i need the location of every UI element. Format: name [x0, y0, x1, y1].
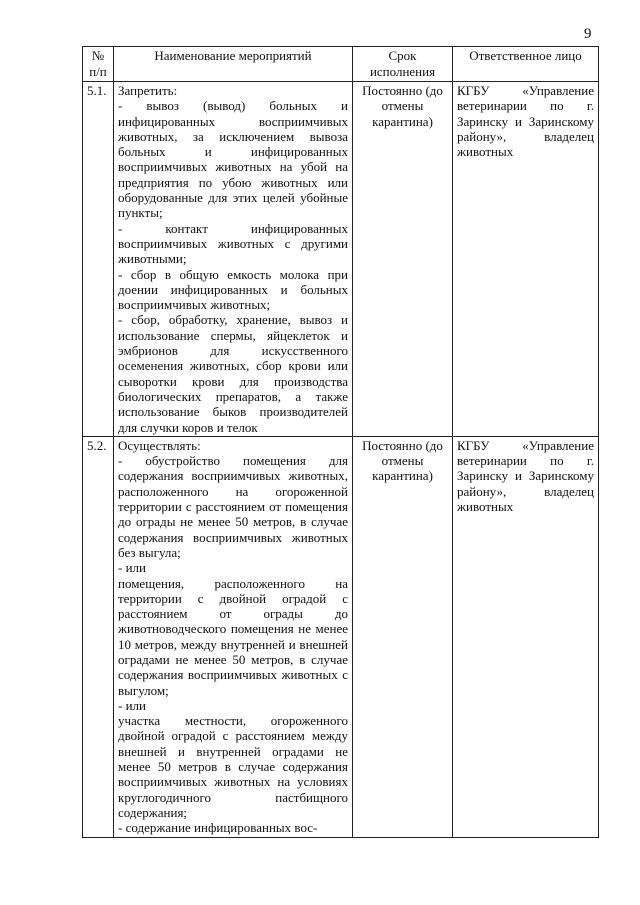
header-responsible: Ответственное лицо [453, 47, 599, 82]
header-measures: Наименование мероприятий [114, 47, 353, 82]
measure-line: - контакт инфицированных восприимчивых животных с другими животными; [118, 220, 348, 267]
measures-table [82, 46, 599, 838]
header-deadline: Срок исполнения [353, 47, 453, 82]
measure-line: - содержание инфицированных вос- [118, 820, 318, 836]
row-measures [114, 436, 353, 837]
measure-line: помещения, расположенного на территории с двойной оградой с расстоянием от ограды до животноводческого помещения не менее 10 метров, между внутренней и внешней оградами не менее 50 метров, в случае содержания восприимчивых животных с выгулом; [118, 575, 348, 698]
row-deadline: Постоянно (до отмены карантина) [353, 436, 453, 837]
row-number: 5.2. [83, 436, 114, 837]
measure-line: - сбор, обработку, хранение, вывоз и использование спермы, яйцеклеток и эмбрионов для искусственного осеменения животных, сбор крови или сыворотки крови для производства биологических препаратов, а также использование быков производителей для случки коров и телок [118, 312, 348, 435]
row-responsible: КГБУ «Управление ветеринарии по г. Заринску и Заринскому району», владелец животных [453, 82, 599, 437]
measure-line: участка местности, огороженного двойной оградой с расстоянием между внешней и внутренней оградами не менее 50 метров в случае содержания восприимчивых животных на условиях круглогодичного пастбищного содержания; [118, 713, 348, 820]
measure-line: - или [118, 697, 146, 713]
measure-line: - обустройство помещения для содержания восприимчивых животных, расположенного на огороженной территории с расстоянием от помещения до ограды не менее 50 метров, в случае содержания восприимчивых животных без выгула; [118, 453, 348, 560]
measure-line: Запретить: [118, 83, 178, 98]
row-number: 5.1. [83, 82, 114, 437]
header-num: № п/п [83, 47, 114, 82]
row-deadline: Постоянно (до отмены карантина) [353, 82, 453, 437]
table-row [83, 436, 599, 837]
measure-line: - вывоз (вывод) больных и инфицированных восприимчивых животных, за исключением вывоза больных и инфицированных восприимчивых животных на убой на предприятия по убою животных или оборудованные для этих целей убойные пункты; [118, 98, 348, 221]
table-header-row [83, 47, 599, 82]
measure-line: - сбор в общую емкость молока при доении инфицированных и больных восприимчивых животных; [118, 266, 348, 313]
row-responsible: КГБУ «Управление ветеринарии по г. Заринску и Заринскому району», владелец животных [453, 436, 599, 837]
measure-line: Осуществлять: [118, 437, 201, 453]
page-number: 9 [584, 26, 592, 42]
row-measures [114, 82, 353, 437]
measure-line: - или [118, 560, 146, 576]
table-row [83, 82, 599, 437]
